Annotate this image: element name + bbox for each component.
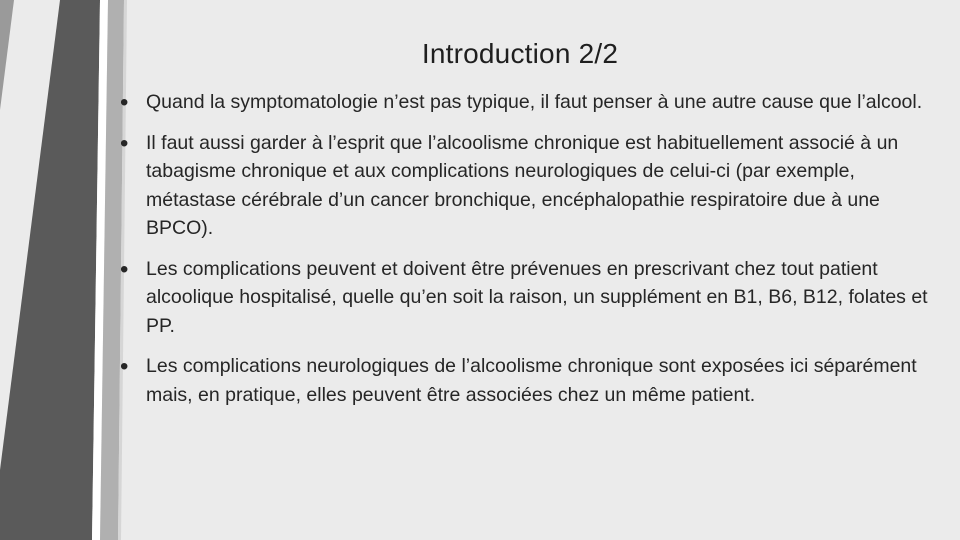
bullet-item xyxy=(118,129,948,243)
stripe-dark xyxy=(0,0,100,540)
bullet-point-icon: • xyxy=(120,255,129,283)
bullet-text: Quand la symptomatologie n’est pas typique, il faut penser à une autre cause que l’alcool. xyxy=(146,91,923,113)
bullet-text: Les complications neurologiques de l’alcoolisme chronique sont exposées ici séparément mais, en pratique, elles peuvent être associées chez un même patient. xyxy=(146,355,917,406)
bullet-list xyxy=(118,88,948,421)
bullet-point-icon: • xyxy=(120,89,129,116)
slide-title: Introduction 2/2 xyxy=(421,38,619,69)
stripe-light xyxy=(0,0,14,110)
bullet-text: Il faut aussi garder à l’esprit que l’alcoolisme chronique est habituellement associé à un tabagisme chronique et aux complications neurologiques de celui-ci (par exemple, métastase cérébrale d’un cancer bronchique, encéphalopathie respiratoire due à une BPCO). xyxy=(146,131,899,239)
bullet-item xyxy=(118,255,948,341)
bullet-item xyxy=(118,352,948,409)
bullet-point-icon: • xyxy=(120,129,129,157)
bullet-item xyxy=(118,88,948,117)
bullet-point-icon: • xyxy=(120,353,129,380)
bullet-text: Les complications peuvent et doivent être prévenues en prescrivant chez tout patient alcoolique hospitalisé, quelle qu’en soit la raison, un supplément en B1, B6, B12, folates et PP. xyxy=(146,257,928,337)
